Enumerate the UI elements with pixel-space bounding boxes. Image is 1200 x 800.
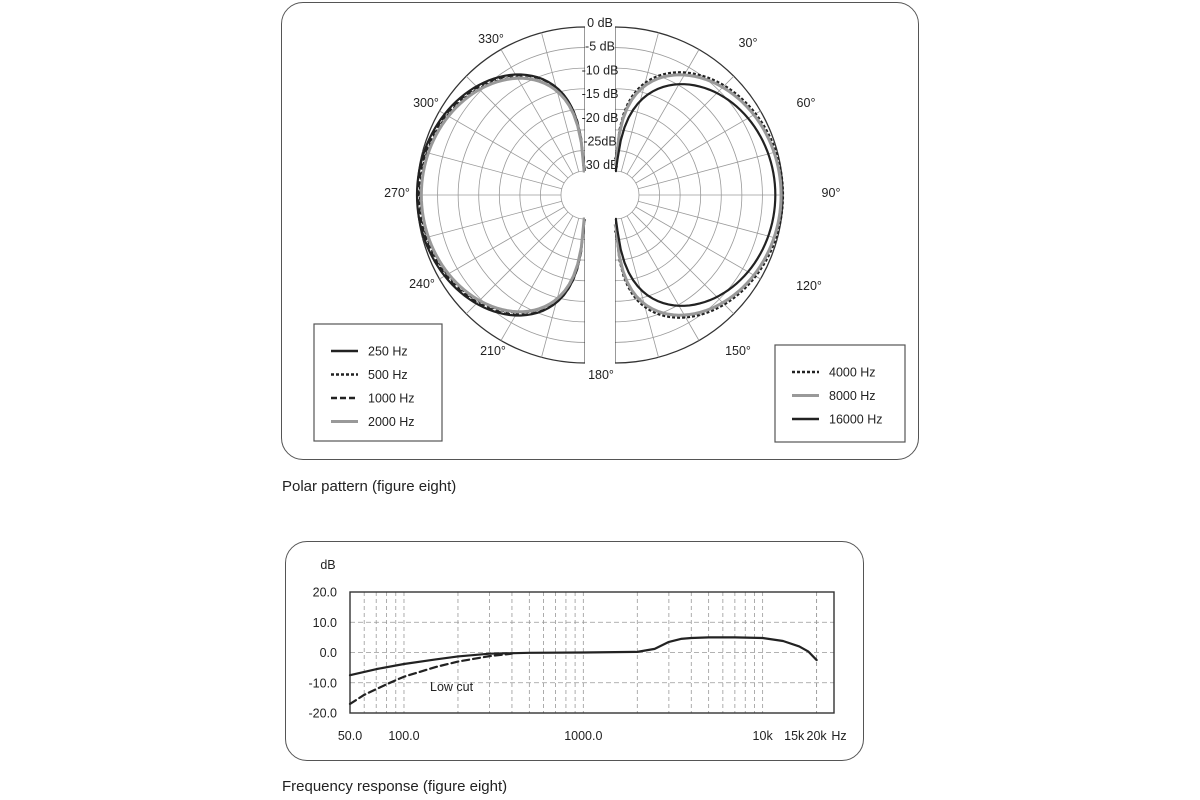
polar-ring — [561, 171, 609, 219]
polar-spoke — [627, 216, 699, 341]
polar-caption: Polar pattern (figure eight) — [282, 478, 457, 495]
legend-label: 8000 Hz — [829, 389, 876, 403]
legend-label: 2000 Hz — [368, 415, 415, 429]
db-ring-label: -15 dB — [581, 87, 619, 102]
angle-label-330: 330° — [478, 32, 504, 46]
legend-left — [314, 324, 442, 441]
freq-xlabel: Hz — [831, 729, 847, 743]
angle-label-210: 210° — [480, 344, 506, 358]
polar-pattern-panel — [281, 2, 919, 460]
polar-spoke — [440, 207, 565, 279]
freq-xtick-label: 1000.0 — [564, 729, 603, 743]
db-ring-label: 0 dB — [587, 16, 613, 30]
legend-label: 500 Hz — [368, 368, 408, 382]
freq-ytick-label: 0.0 — [319, 646, 337, 660]
angle-label-60: 60° — [796, 96, 816, 110]
freq-xtick-label: 20k — [806, 729, 827, 743]
freq-annotation-low-cut: Low cut — [430, 680, 474, 694]
freq-xtick-label: 10k — [752, 729, 773, 743]
polar-chart — [282, 3, 918, 459]
polar-spoke — [636, 111, 761, 183]
polar-spoke — [636, 207, 761, 279]
angle-label-30: 30° — [738, 36, 758, 50]
polar-spoke — [542, 218, 579, 357]
angle-label-90: 90° — [821, 186, 841, 200]
db-ring-label: -20 dB — [581, 110, 619, 125]
polar-ring — [591, 171, 639, 219]
polar-spoke — [501, 216, 573, 341]
freq-ytick-label: -10.0 — [308, 676, 337, 691]
angle-label-240: 240° — [409, 277, 435, 291]
freq-ytick-label: 10.0 — [312, 615, 337, 630]
polar-spoke — [466, 212, 568, 314]
angle-label-300: 300° — [413, 96, 439, 110]
polar-spoke — [638, 201, 777, 238]
freq-xtick-label: 50.0 — [337, 729, 363, 743]
polar-spoke — [440, 111, 565, 183]
legend-label: 250 Hz — [368, 344, 408, 359]
polar-spoke — [638, 152, 777, 189]
angle-label-180: 180° — [588, 368, 614, 382]
polar-spoke — [632, 212, 734, 314]
db-ring-label: -5 dB — [585, 39, 615, 54]
polar-spoke — [423, 152, 562, 189]
freq-caption: Frequency response (figure eight) — [282, 778, 508, 795]
freq-series-low-cut — [350, 654, 512, 704]
polar-spoke — [632, 76, 734, 178]
freq-ytick-label: 20.0 — [312, 585, 337, 600]
freq-ytick-label: -20.0 — [308, 706, 337, 721]
polar-spoke — [423, 201, 562, 238]
freq-ylabel: dB — [320, 558, 336, 572]
polar-spoke — [542, 33, 579, 172]
angle-label-120: 120° — [796, 279, 822, 293]
db-ring-label: -10 dB — [581, 63, 619, 78]
angle-label-150: 150° — [725, 344, 751, 358]
legend-label: 16000 Hz — [829, 412, 883, 427]
legend-right — [775, 345, 905, 442]
angle-label-270: 270° — [384, 186, 410, 200]
legend-label: 4000 Hz — [829, 365, 876, 380]
legend-label: 1000 Hz — [368, 391, 415, 406]
polar-spoke — [627, 50, 699, 175]
freq-xtick-label: 100.0 — [388, 729, 420, 743]
db-ring-label: -30 dB — [581, 158, 619, 173]
frequency-response-panel — [285, 541, 864, 761]
freq-xtick-label: 15k — [784, 729, 805, 743]
db-ring-label: -25dB — [583, 134, 617, 149]
polar-spoke — [501, 50, 573, 175]
polar-spoke — [466, 76, 568, 178]
frequency-response-chart — [286, 542, 863, 760]
